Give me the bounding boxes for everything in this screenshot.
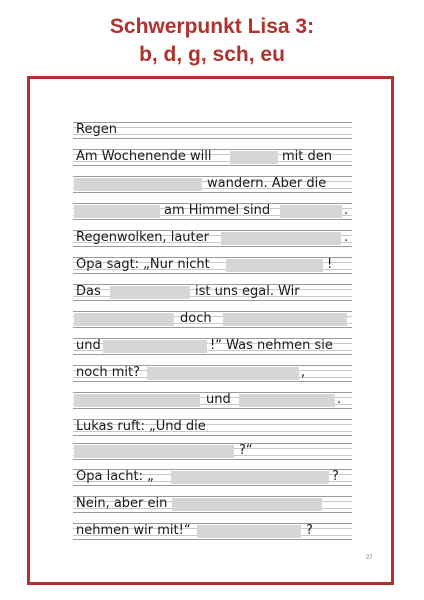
line-text: mit den (282, 149, 332, 164)
writing-line (73, 496, 352, 513)
line-text: Regen (76, 122, 117, 137)
fill-in-blank[interactable] (223, 313, 347, 326)
line-text: , (301, 365, 306, 380)
line-text: . (337, 392, 342, 407)
writing-line (73, 203, 352, 220)
line-text: . (344, 203, 349, 218)
line-text: doch (180, 311, 212, 326)
writing-line (73, 419, 352, 436)
writing-line (73, 122, 352, 139)
line-text: . (344, 230, 349, 245)
writing-line (73, 149, 352, 166)
writing-line (73, 365, 352, 382)
writing-line (73, 523, 352, 540)
writing-line (73, 176, 352, 193)
writing-line (73, 392, 352, 409)
writing-line (73, 469, 352, 486)
line-text: ist uns egal. Wir (195, 284, 300, 299)
line-text: Opa sagt: „Nur nicht (76, 257, 210, 272)
fill-in-blank[interactable] (221, 232, 341, 245)
fill-in-blank[interactable] (172, 498, 322, 511)
line-text: Lukas ruft: „Und die (76, 419, 206, 434)
fill-in-blank[interactable] (230, 151, 278, 164)
writing-line (73, 284, 352, 301)
line-text: Nein, aber ein (76, 496, 168, 511)
fill-in-blank[interactable] (74, 394, 200, 407)
line-text: ?“ (239, 443, 253, 458)
line-text: Am Wochenende will (76, 149, 212, 164)
writing-line (73, 230, 352, 247)
line-text: und (76, 338, 101, 353)
line-text: wandern. Aber die (207, 176, 327, 191)
page-number: 27 (366, 555, 373, 561)
line-text: und (206, 392, 231, 407)
line-text: am Himmel sind (164, 203, 271, 218)
line-text: Das (76, 284, 101, 299)
line-text: nehmen wir mit!“ (76, 523, 191, 538)
fill-in-blank[interactable] (103, 340, 207, 353)
title-line-2: b, d, g, sch, eu (139, 43, 285, 66)
line-text: Opa lacht: „ (76, 469, 154, 484)
fill-in-blank[interactable] (280, 205, 342, 218)
fill-in-blank[interactable] (74, 178, 202, 191)
fill-in-blank[interactable] (226, 259, 323, 272)
fill-in-blank[interactable] (74, 445, 234, 458)
line-text: ? (306, 523, 313, 538)
fill-in-blank[interactable] (74, 205, 160, 218)
line-text: Regenwolken, lauter (76, 230, 209, 245)
title-line-1: Schwerpunkt Lisa 3: (109, 15, 315, 38)
line-text: ? (332, 469, 339, 484)
fill-in-blank[interactable] (239, 394, 335, 407)
line-text: ! (327, 257, 333, 272)
writing-line (73, 257, 352, 274)
fill-in-blank[interactable] (74, 313, 174, 326)
writing-line (73, 311, 352, 328)
line-text: noch mit? (76, 365, 140, 380)
fill-in-blank[interactable] (197, 525, 301, 538)
writing-line (73, 338, 352, 355)
fill-in-blank[interactable] (171, 471, 329, 484)
fill-in-blank[interactable] (110, 286, 190, 299)
writing-line (73, 443, 352, 460)
fill-in-blank[interactable] (147, 367, 299, 380)
line-text: !“ Was nehmen sie (210, 338, 333, 353)
